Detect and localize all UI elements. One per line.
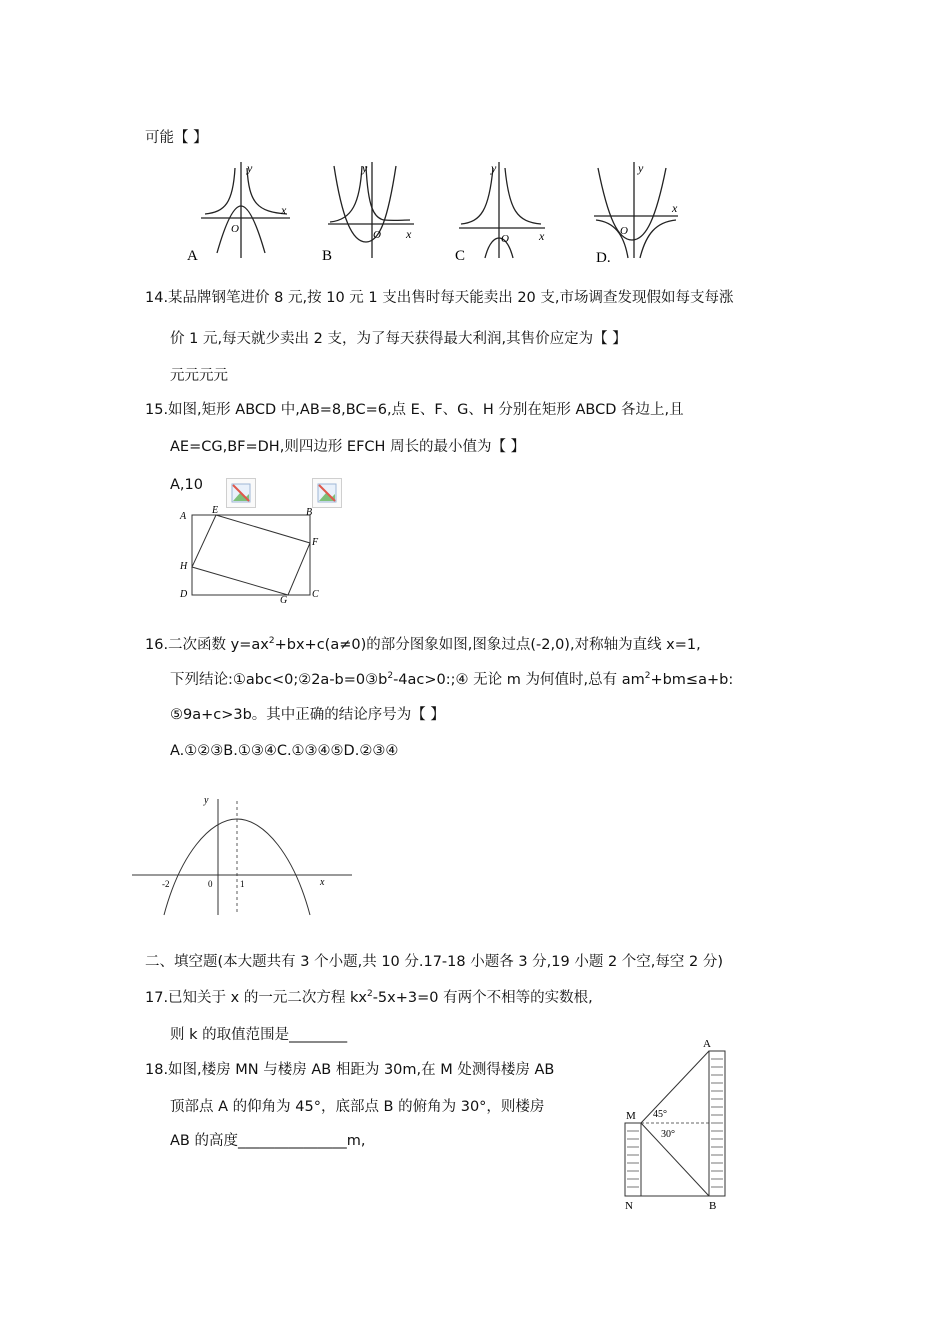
q16-options: A.①②③B.①③④C.①③④⑤D.②③④ — [170, 743, 399, 759]
broken-image — [312, 478, 342, 508]
q13-graph-c — [455, 158, 565, 268]
axis-x-label: x — [320, 877, 325, 888]
axis-y-label: y — [491, 161, 497, 175]
broken-image-icon — [317, 483, 337, 503]
q14-line1: 14.某品牌钢笔进价 8 元,按 10 元 1 支出售时每天能卖出 20 支,市场调查发现假如每支每涨 — [145, 290, 734, 306]
point-n-label: N — [625, 1200, 633, 1212]
q18-buildings-figure — [615, 1035, 745, 1212]
point-d-label: D — [180, 589, 188, 600]
q13-graph-a — [187, 158, 305, 268]
q16-line1: 16.二次函数 $y=ax^2+bx+c(a\ne 0)$的部分图象如图,图象过点(-2,0),对称轴为直线 x=1, — [145, 636, 701, 653]
axis-x-label: x — [672, 201, 678, 215]
axis-y-label: y — [362, 161, 368, 175]
origin-label: O — [501, 233, 509, 245]
broken-image-icon — [231, 483, 251, 503]
origin-label: 0 — [208, 879, 213, 889]
q13-tail: 可能【 】 — [145, 130, 208, 146]
axis-y-label: y — [247, 161, 253, 175]
section2-title: 二、填空题(本大题共有 3 个小题,共 10 分.17-18 小题各 3 分,19 小题 2 个空,每空 2 分) — [145, 954, 723, 970]
q15-rectangle-figure — [178, 505, 328, 605]
q18-line3: AB 的高度_______________m, — [170, 1133, 366, 1149]
q15-option-a: A,10 — [170, 477, 203, 493]
axis-y-label: y — [638, 161, 644, 175]
angle-45-label: 45° — [653, 1109, 667, 1120]
origin-label: O — [231, 223, 239, 235]
point-c-label: C — [312, 589, 319, 600]
point-h-label: H — [180, 561, 188, 572]
q18-line1: 18.如图,楼房 MN 与楼房 AB 相距为 30m,在 M 处测得楼房 AB — [145, 1062, 555, 1078]
q15-line2: AE=CG,BF=DH,则四边形 EFCH 周长的最小值为【 】 — [170, 439, 526, 455]
graph-c-label: C — [455, 248, 466, 264]
axis-x-label: x — [406, 227, 412, 241]
q15-line1: 15.如图,矩形 ABCD 中,AB=8,BC=6,点 E、F、G、H 分别在矩形 ABCD 各边上,且 — [145, 402, 684, 418]
q16-line2: 下列结论$:①abc<0;②2a-b=0③b^2-4ac>0:;④$ 无论 m 为何值时,总有 $am^2+bm\le a+b$: — [170, 671, 734, 688]
q16-parabola-figure — [130, 795, 355, 920]
angle-30-label: 30° — [661, 1129, 675, 1140]
q14-line2: 价 1 元,每天就少卖出 2 支，为了每天获得最大利润,其售价应定为【 】 — [170, 331, 627, 347]
q18-line2: 顶部点 A 的仰角为 45°，底部点 B 的俯角为 30°，则楼房 — [170, 1099, 545, 1115]
origin-label: O — [373, 229, 381, 241]
axis-x-label: x — [281, 203, 287, 217]
point-g-label: G — [280, 595, 288, 606]
q17-line2: 则 k 的取值范围是________ — [170, 1027, 348, 1043]
tick-neg2-label: -2 — [162, 879, 170, 889]
point-b-label: B — [709, 1200, 717, 1212]
tick-1-label: 1 — [240, 879, 245, 889]
q16-line3: ⑤9a+c>3b。其中正确的结论序号为【 】 — [170, 707, 445, 723]
point-e-label: E — [212, 505, 219, 516]
q13-graph-d — [590, 158, 700, 268]
broken-image — [226, 478, 256, 508]
point-a-label: A — [703, 1038, 711, 1050]
point-b-label: B — [306, 507, 313, 518]
point-f-label: F — [312, 537, 319, 548]
point-a-label: A — [180, 511, 187, 522]
point-m-label: M — [626, 1110, 636, 1122]
graph-b-label: B — [322, 248, 333, 264]
graph-d-label: D. — [596, 250, 611, 266]
axis-y-label: y — [204, 795, 209, 806]
graph-a-label: A — [187, 248, 198, 264]
q14-line3: 元元元元 — [170, 368, 228, 384]
q17-line1: 17.已知关于 x 的一元二次方程 $kx^2-5x+3=0$ 有两个不相等的实数根, — [145, 989, 593, 1006]
q13-graph-b — [322, 158, 432, 268]
axis-x-label: x — [539, 229, 545, 243]
origin-label: O — [620, 225, 628, 237]
